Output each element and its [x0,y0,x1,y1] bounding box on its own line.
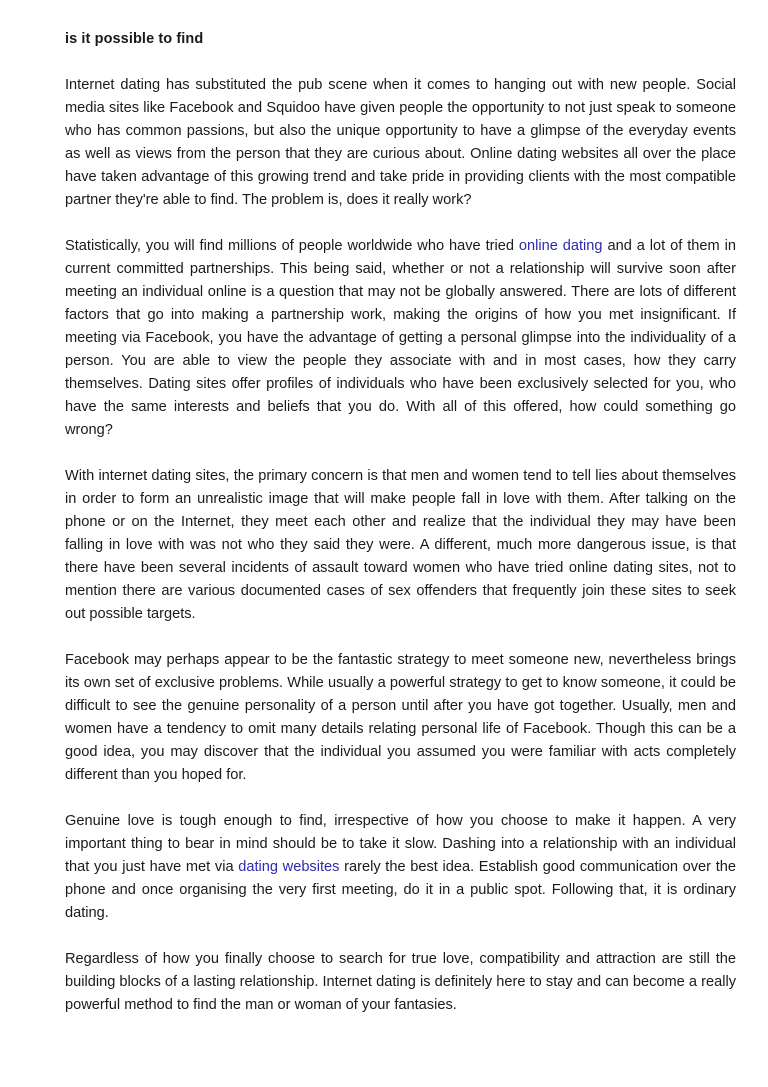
paragraph-facebook: Facebook may perhaps appear to be the fantastic strategy to meet someone new, nevertheless brings its own set of exclusive problems. While usually a powerful strategy to get to know someone, it could be difficult to see the genuine personality of a person until after you have got together. Usually, men and women have a tendency to omit many details relating personal life of Facebook. Though this can be a good idea, you may discover that the individual you assumed you were familiar with acts completely different than you hoped for. [65,652,736,783]
paragraph-intro: Internet dating has substituted the pub scene when it comes to hanging out with new people. Social media sites like Facebook and Squidoo have given people the opportunity to not just speak to someone who has common passions, but also the unique opportunity to have a glimpse of the everyday events as well as views from the person that they are curious about. Online dating websites all over the place have taken advantage of this growing trend and take pride in providing clients with the most compatible partner they're able to find. The problem is, does it really work? [65,77,736,208]
paragraph-text: and a lot of them in current committed partnerships. This being said, whether or not a relationship will survive soon after meeting an individual online is a question that may not be globally answered. There are lots of different factors that go into making a partnership work, making the origins of how you met insignificant. If meeting via Facebook, you have the advantage of getting a personal glimpse into the individuality of a person. You are able to view the people they associate with and in most cases, how they carry themselves. Dating sites offer profiles of individuals who have been exclusively selected for you, who have the same interests and beliefs that you do. With all of this offered, how could something go wrong? [65,238,736,438]
paragraph-genuine-love [65,810,736,925]
document-title: is it possible to find [65,31,204,47]
document-page [65,28,736,1040]
paragraph-statistics [65,235,736,442]
paragraph-text: rarely the best idea. Establish good communication over the phone and once organising the very first meeting, do it in a public spot. Following that, it is ordinary dating. [65,859,736,921]
paragraph-concerns: With internet dating sites, the primary concern is that men and women tend to tell lies about themselves in order to form an unrealistic image that will make people fall in love with them. After talking on the phone or on the Internet, they meet each other and realize that the individual they may have been falling in love with was not who they said they were. A different, much more dangerous issue, is that there have been several incidents of assault toward women who have tried online dating sites, not to mention there are various documented cases of sex offenders that frequently join these sites to seek out possible targets. [65,468,736,622]
dating-websites-link[interactable]: dating websites [238,859,340,875]
paragraph-text: Statistically, you will find millions of people worldwide who have tried [65,238,519,254]
paragraph-text: Genuine love is tough enough to find, irrespective of how you choose to make it happen. A very important thing to bear in mind should be to take it slow. Dashing into a relationship with an individual that you just have met via [65,813,736,875]
paragraph-conclusion: Regardless of how you finally choose to search for true love, compatibility and attraction are still the building blocks of a lasting relationship. Internet dating is definitely here to stay and can become a really powerful method to find the man or woman of your fantasies. [65,951,736,1013]
online-dating-link[interactable]: online dating [518,238,603,254]
